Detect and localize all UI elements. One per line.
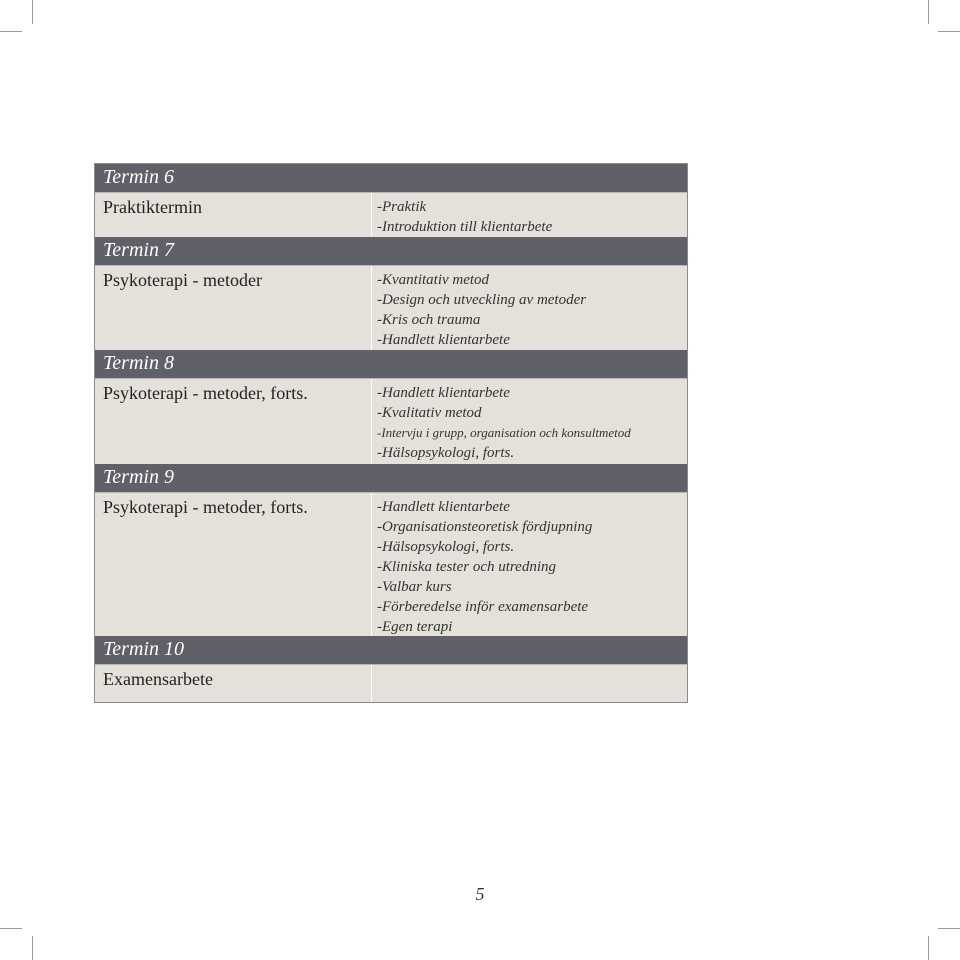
crop-mark	[0, 928, 22, 929]
course-item: -Handlett klientarbete	[377, 499, 510, 515]
term-header: Termin 8	[95, 350, 687, 378]
term-header: Termin 9	[95, 464, 687, 492]
course-item: -Handlett klientarbete	[377, 385, 510, 401]
term-header: Termin 6	[95, 164, 687, 192]
course-item: -Handlett klientarbete	[377, 332, 510, 348]
course-item: -Praktik	[377, 199, 427, 215]
course-name: Psykoterapi - metoder, forts.	[103, 383, 308, 403]
crop-mark	[928, 0, 929, 24]
term-header: Termin 10	[95, 636, 687, 664]
course-name: Psykoterapi - metoder, forts.	[103, 497, 308, 517]
curriculum-table	[94, 163, 688, 703]
course-item: -Egen terapi	[377, 619, 453, 635]
term-row	[95, 378, 687, 464]
crop-mark	[32, 0, 33, 24]
page-number: 5	[475, 884, 485, 904]
course-item: -Organisationsteoretisk fördjupning	[377, 519, 593, 535]
course-name: Examensarbete	[103, 669, 213, 689]
crop-mark	[0, 31, 22, 32]
course-items	[371, 379, 687, 464]
term-row	[95, 192, 687, 237]
course-item: -Kvalitativ metod	[377, 405, 482, 421]
course-item: -Hälsopsykologi, forts.	[377, 445, 515, 461]
course-item: -Hälsopsykologi, forts.	[377, 539, 515, 555]
crop-mark	[938, 928, 960, 929]
crop-mark	[32, 936, 33, 960]
term-row	[95, 265, 687, 350]
crop-mark	[928, 936, 929, 960]
course-items	[371, 193, 687, 237]
term-row	[95, 664, 687, 702]
course-item: -Kliniska tester och utredning	[377, 559, 557, 575]
course-items	[371, 493, 687, 636]
course-item: -Valbar kurs	[377, 579, 452, 595]
term-header: Termin 7	[95, 237, 687, 265]
course-item: -Förberedelse inför examensarbete	[377, 599, 589, 615]
course-item: -Introduktion till klientarbete	[377, 219, 553, 235]
course-item: -Intervju i grupp, organisation och konsultmetod	[377, 425, 631, 440]
course-items	[371, 665, 687, 702]
course-item: -Kris och trauma	[377, 312, 481, 328]
course-items	[371, 266, 687, 350]
course-item: -Design och utveckling av metoder	[377, 292, 587, 308]
course-name: Praktiktermin	[103, 197, 202, 217]
crop-mark	[938, 31, 960, 32]
course-name: Psykoterapi - metoder	[103, 270, 262, 290]
course-item: -Kvantitativ metod	[377, 272, 490, 288]
term-row	[95, 492, 687, 636]
